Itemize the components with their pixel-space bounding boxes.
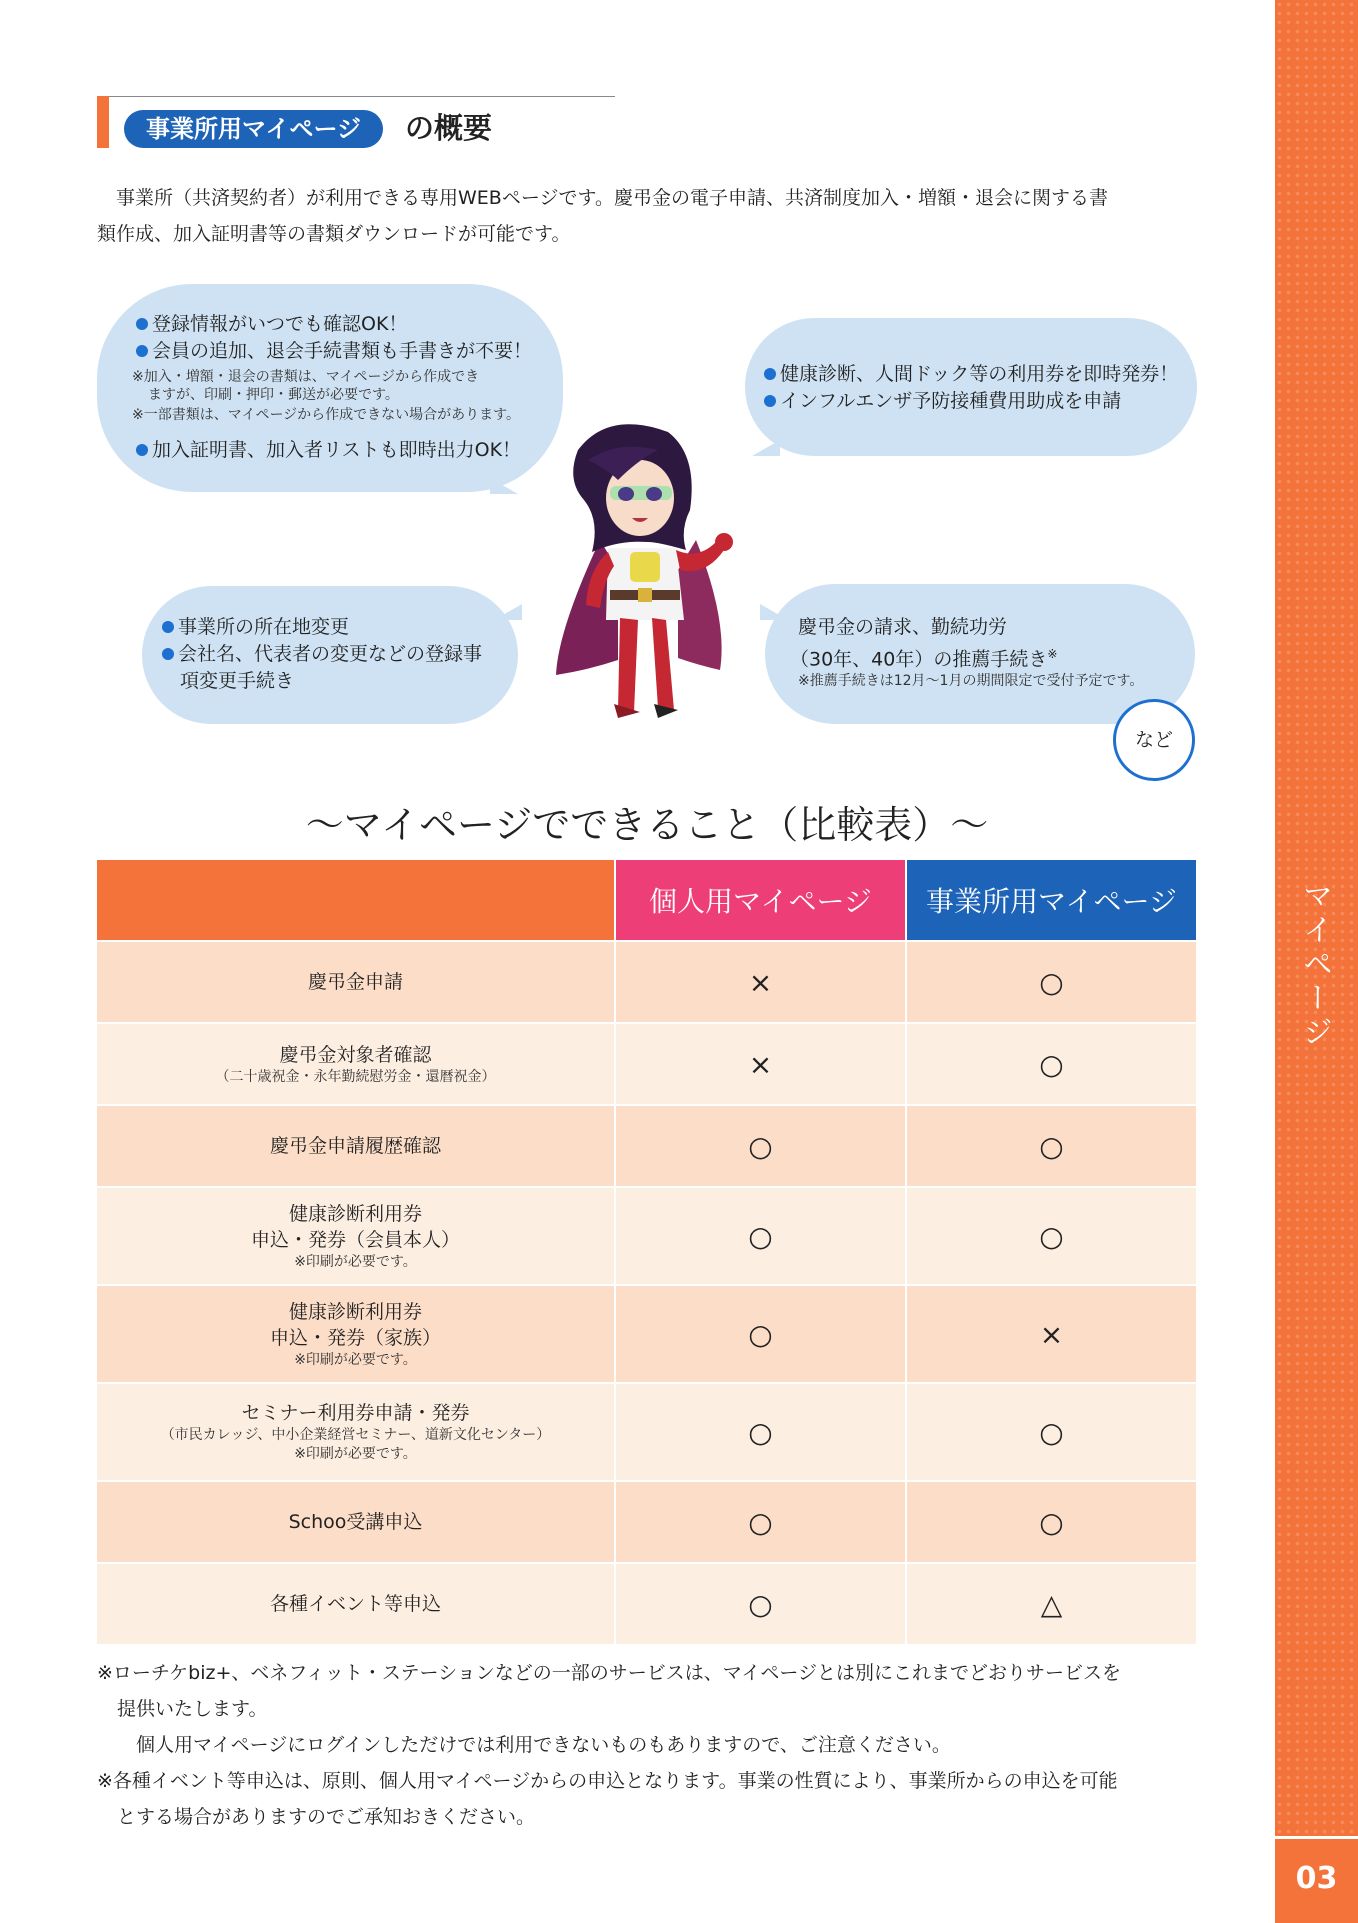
intro-line-1: 事業所（共済契約者）が利用できる専用WEBページです。慶弔金の電子申請、共済制度加入・増額・退会に関する書 [116, 187, 1108, 209]
bubble-item: 登録情報がいつでも確認OK！ [136, 311, 407, 338]
bubble-tail [494, 604, 522, 620]
bubble-line: 慶弔金の請求、勤続功労 [798, 616, 1008, 638]
feature-cell: 健康診断利用券 申込・発券（家族） ※印刷が必要です。 [97, 1285, 615, 1383]
table-row [97, 1187, 1197, 1285]
personal-mark: ○ [615, 1105, 906, 1187]
intro-paragraph [97, 180, 1197, 252]
bubble-item: 項変更手続き [180, 670, 295, 692]
table-row [97, 1105, 1197, 1187]
feature-cell: 健康診断利用券 申込・発券（会員本人） ※印刷が必要です。 [97, 1187, 615, 1285]
table-row [97, 1383, 1197, 1481]
feature-cell: 各種イベント等申込 [97, 1563, 615, 1645]
bubble-item: 会員の追加、退会手続書類も手書きが不要！ [136, 338, 532, 365]
office-mark: △ [906, 1563, 1197, 1645]
office-mark: × [906, 1285, 1197, 1383]
side-label: マイページ [1297, 880, 1332, 1050]
bubble-item: 健康診断、人間ドック等の利用券を即時発券！ [764, 361, 1178, 388]
office-mark: ○ [906, 1481, 1197, 1563]
bullet-icon [764, 395, 776, 407]
section-rule [109, 96, 615, 97]
section-accent-bar [97, 96, 109, 148]
feature-cell: 慶弔金対象者確認 （二十歳祝金・永年勤続慰労金・還暦祝金） [97, 1023, 615, 1105]
personal-mark: ○ [615, 1563, 906, 1645]
table-row [97, 1285, 1197, 1383]
bubble-note: ※推薦手続きは12月〜1月の期間限定で受付予定です。 [798, 673, 1144, 689]
bullet-icon [162, 621, 174, 633]
section-title-suffix: の概要 [405, 111, 493, 145]
footnote-line: ※各種イベント等申込は、原則、個人用マイページからの申込となります。事業の性質により、事業所からの申込を可能 [97, 1770, 1118, 1792]
etc-badge: など [1113, 699, 1195, 781]
footnotes [97, 1655, 1207, 1835]
mascot-illustration [548, 420, 748, 720]
bubble-item: インフルエンザ予防接種費用助成を申請 [764, 388, 1121, 415]
personal-mark: ○ [615, 1383, 906, 1481]
personal-mark: ○ [615, 1187, 906, 1285]
footnote-line: とする場合がありますのでご承知おきください。 [117, 1806, 536, 1828]
office-mark: ○ [906, 1187, 1197, 1285]
comparison-table [97, 860, 1198, 1646]
footnote-line: 個人用マイページにログインしただけでは利用できないものもありますので、ご注意ください。 [136, 1734, 951, 1756]
header-blank [97, 860, 615, 941]
bubble-tail [490, 478, 518, 494]
office-mark: ○ [906, 1383, 1197, 1481]
table-row [97, 1023, 1197, 1105]
personal-mark: × [615, 941, 906, 1023]
intro-line-2: 類作成、加入証明書等の書類ダウンロードが可能です。 [97, 223, 571, 245]
header-office: 事業所用マイページ [906, 860, 1197, 941]
office-mark: ○ [906, 941, 1197, 1023]
note-mark: ※ [1047, 647, 1058, 661]
bubble-item: 会社名、代表者の変更などの登録事 [162, 641, 482, 668]
section-header [97, 96, 615, 148]
table-row [97, 1481, 1197, 1563]
bubble-line: （30年、40年）の推薦手続き※ [790, 647, 1058, 671]
table-row [97, 941, 1197, 1023]
bubble-note: ますが、印刷・押印・郵送が必要です。 [148, 387, 399, 403]
header-personal: 個人用マイページ [615, 860, 906, 941]
comparison-title: 〜マイページでできること（比較表）〜 [305, 803, 989, 847]
bullet-icon [162, 648, 174, 660]
footnote-line: ※ローチケbiz+、ベネフィット・ステーションなどの一部のサービスは、マイページとは別にこれまでどおりサービスを [97, 1662, 1121, 1684]
feature-cell: Schoo受講申込 [97, 1481, 615, 1563]
footnote-line: 提供いたします。 [117, 1698, 268, 1720]
table-row [97, 1563, 1197, 1645]
bubble-tail [760, 604, 788, 620]
office-mark: ○ [906, 1023, 1197, 1105]
bubble-item: 事業所の所在地変更 [162, 614, 349, 641]
personal-mark: × [615, 1023, 906, 1105]
bullet-icon [136, 318, 148, 330]
personal-mark: ○ [615, 1285, 906, 1383]
bubble-item: 加入証明書、加入者リストも即時出力OK！ [136, 437, 521, 464]
feature-cell: セミナー利用券申請・発券 （市民カレッジ、中小企業経営セミナー、道新文化センター） ※印刷が必要です。 [97, 1383, 615, 1481]
page-number: 03 [1275, 1836, 1358, 1923]
section-pill: 事業所用マイページ [124, 110, 383, 148]
feature-cell: 慶弔金申請履歴確認 [97, 1105, 615, 1187]
office-mark: ○ [906, 1105, 1197, 1187]
bubble-note: ※一部書類は、マイページから作成できない場合があります。 [132, 407, 521, 423]
bullet-icon [764, 368, 776, 380]
bullet-icon [136, 345, 148, 357]
bubble-note: ※加入・増額・退会の書類は、マイページから作成でき [132, 369, 480, 385]
bubble-tail [752, 440, 780, 456]
bullet-icon [136, 444, 148, 456]
personal-mark: ○ [615, 1481, 906, 1563]
feature-cell: 慶弔金申請 [97, 941, 615, 1023]
